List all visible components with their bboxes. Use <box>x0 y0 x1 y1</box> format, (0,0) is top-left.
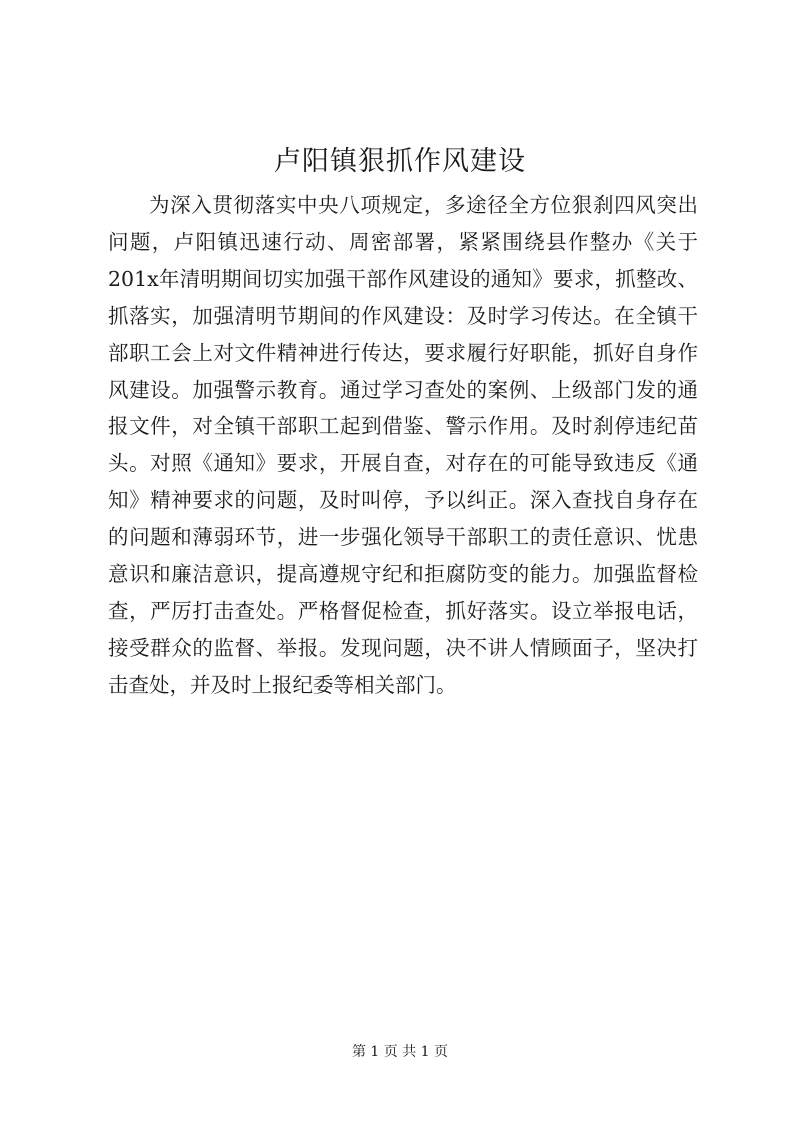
page-number-footer: 第 1 页 共 1 页 <box>351 1044 449 1060</box>
document-title: 卢阳镇狠抓作风建设 <box>274 146 526 177</box>
document-body-paragraph: 为深入贯彻落实中央八项规定，多途径全方位狠刹四风突出问题，卢阳镇迅速行动、周密部署，紧紧围绕县作整办《关于201x年清明期间切实加强干部作风建设的通知》要求，抓整改、抓落实，加强清明节期间的作风建设：及时学习传达。在全镇干部职工会上对文件精神进行传达，要求履行好职能，抓好自身作风建设。加强警示教育。通过学习查处的案例、上级部门发的通报文件，对全镇干部职工起到借鉴、警示作用。及时刹停违纪苗头。对照《通知》要求，开展自查，对存在的可能导致违反《通知》精神要求的问题，及时叫停，予以纠正。深入查找自身存在的问题和薄弱环节，进一步强化领导干部职工的责任意识、忧患意识和廉洁意识，提高遵规守纪和拒腐防变的能力。加强监督检查，严厉打击查处。严格督促检查，抓好落实。设立举报电话，接受群众的监督、举报。发现问题，决不讲人情顾面子，坚决打击查处，并及时上报纪委等相关部门。 <box>108 193 698 697</box>
